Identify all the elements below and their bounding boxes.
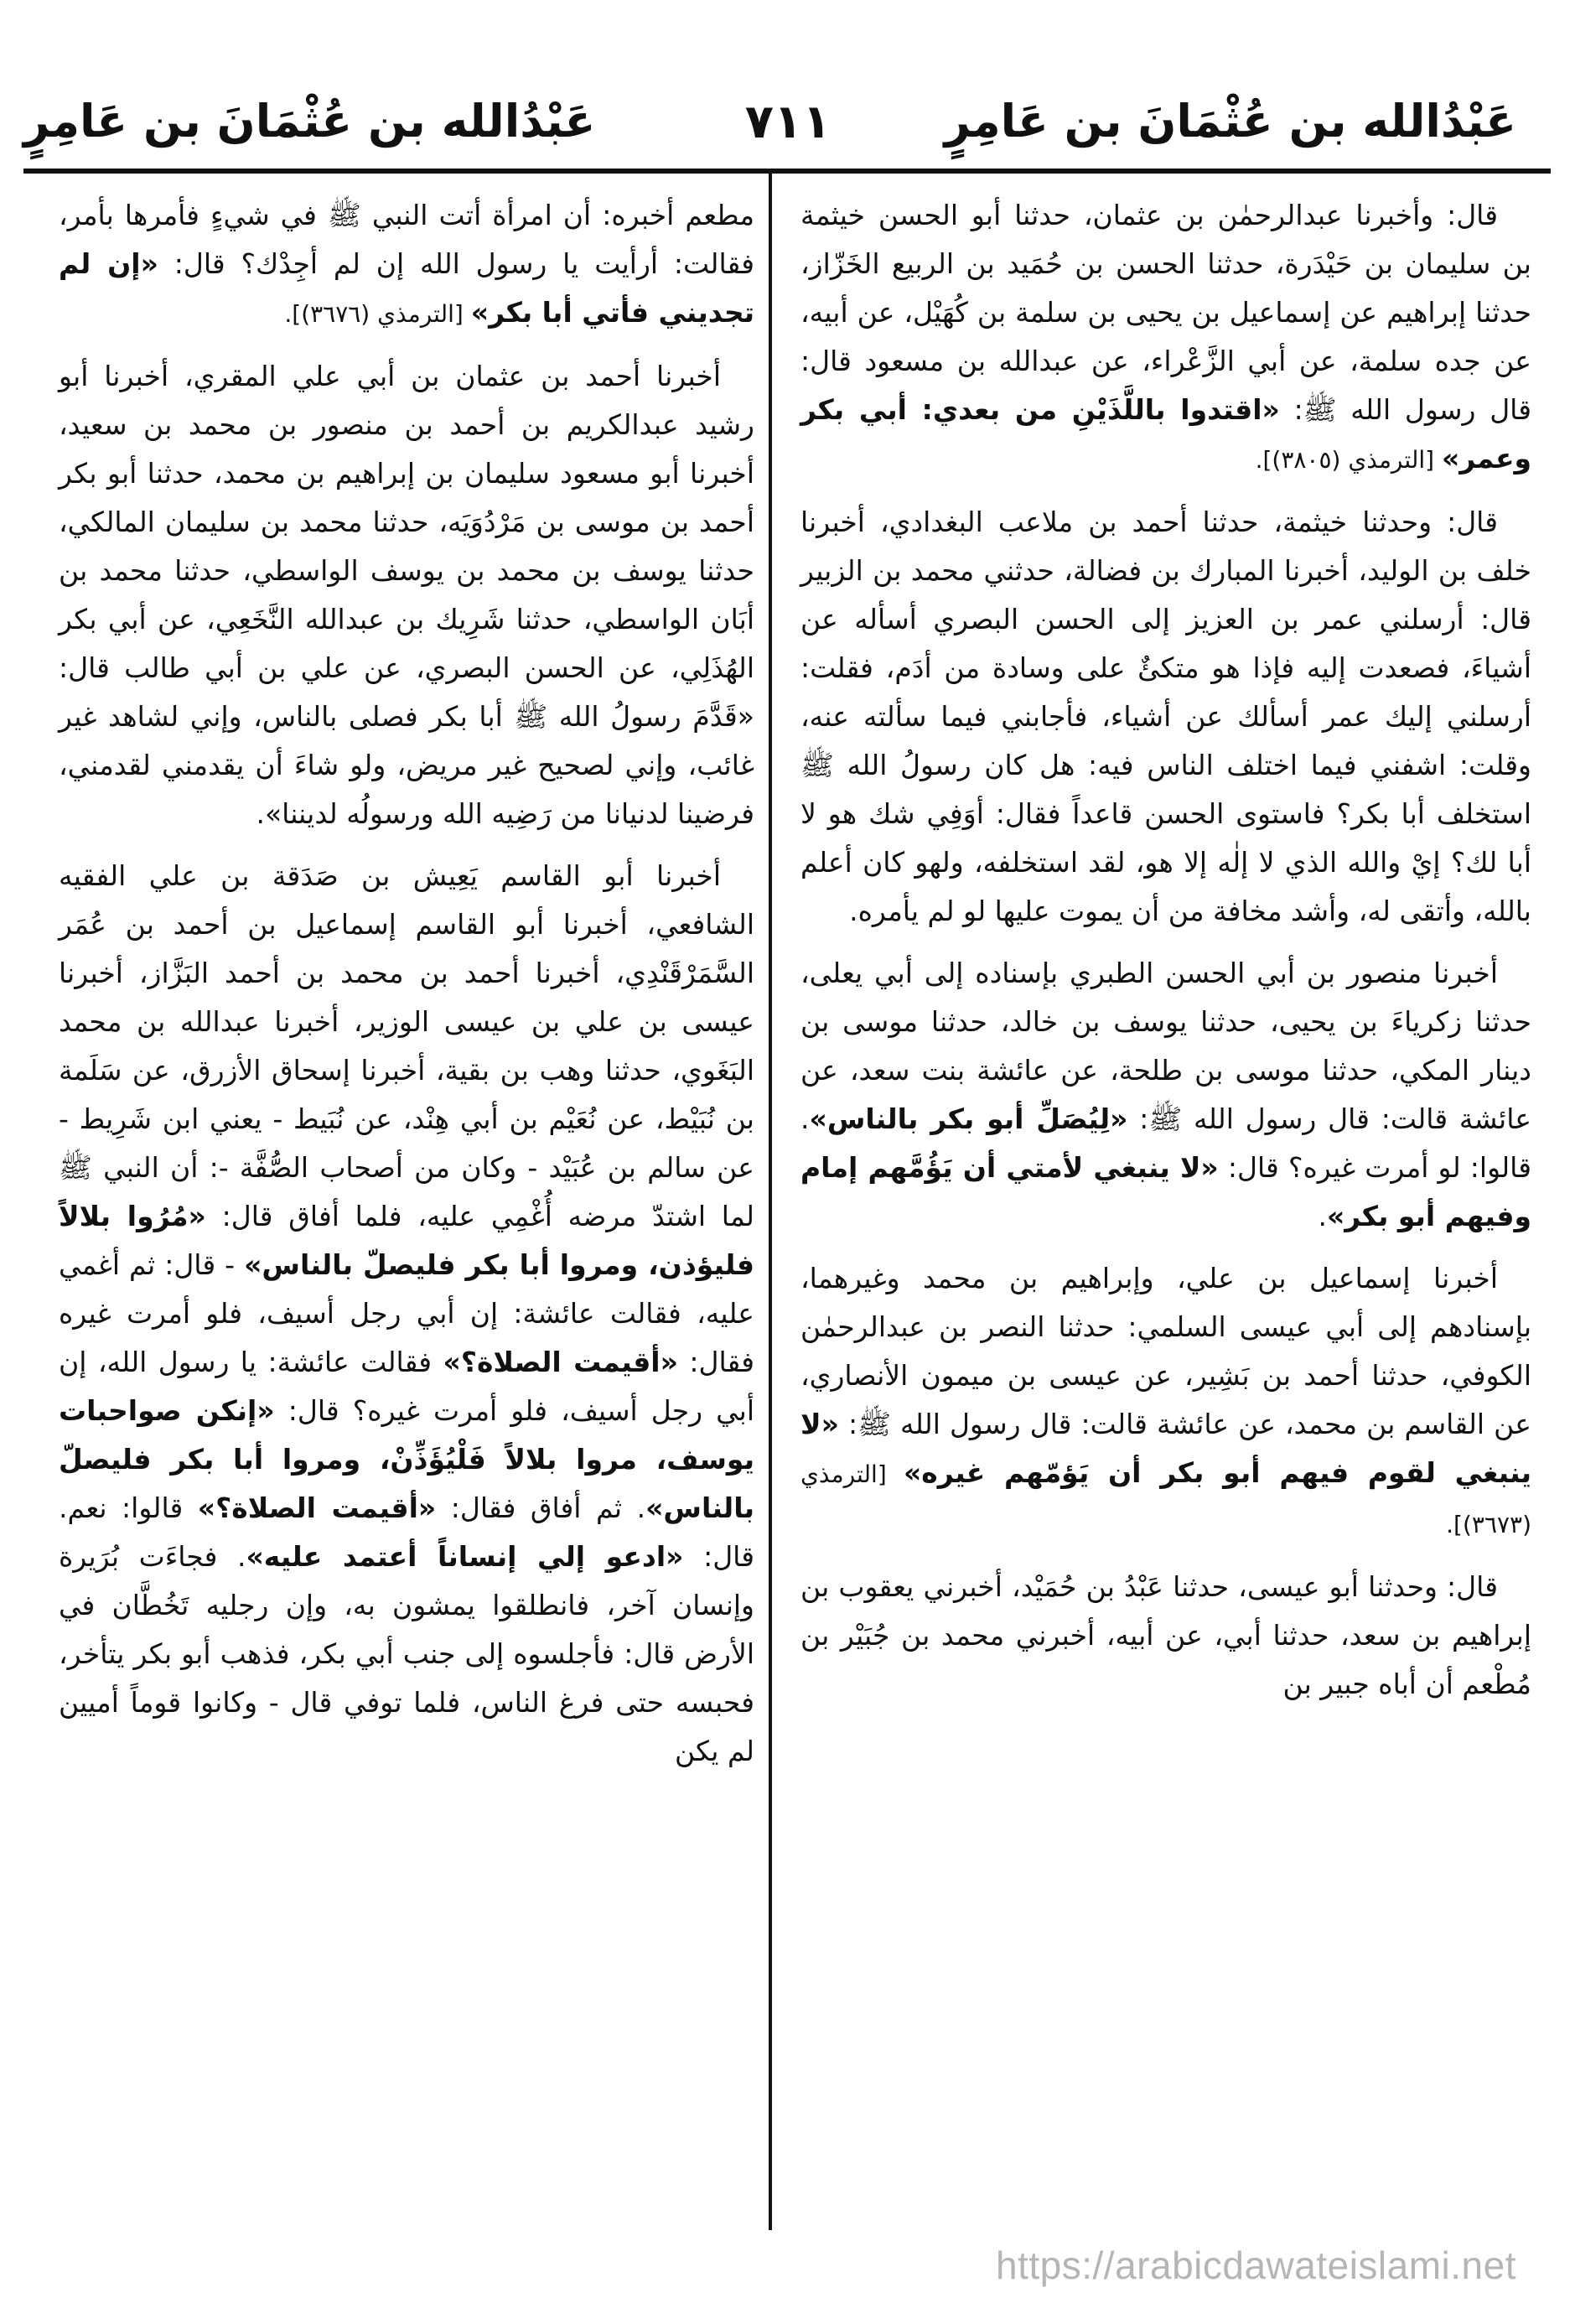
paragraph [59,852,754,1776]
text-segment: . ثم أفاق فقال: [436,1491,646,1524]
text-segment: أخبرنا أبو القاسم يَعِيش بن صَدَقة بن علي الفقيه الشافعي، أخبرنا أبو القاسم إسماعيل بن أحمد بن عُمَر السَّمَرْقَنْدِي، أخبرنا أحمد بن محمد بن أحمد البَزَّاز، أخبرنا عيسى بن علي بن عيسى الوزير، أخبرنا عبدالله بن محمد البَغَوي، حدثنا وهب بن بقية، أخبرنا إسحاق الأزرق، عن سَلَمة بن نُبَيْط، عن نُعَيْم بن أبي هِنْد، عن نُبَيط - يعني ابن شَرِيط - عن سالم بن عُبَيْد - وكان من أصحاب الصُّفَّة -: أن النبي ﷺ لما اشتدّ مرضه أُغْمِي عليه، فلما أفاق قال: [59,859,754,1232]
text-segment: . [1318,1200,1327,1232]
text-segment: قال: وحدثنا خيثمة، حدثنا أحمد بن ملاعب البغدادي، أخبرنا خلف بن الوليد، أخبرنا المبارك بن فضالة، حدثني محمد بن الزبير قال: أرسلني عمر بن العزيز إلى الحسن البصري أسأله عن أشياءَ، فصعدت إليه فإذا هو متكئٌ على وسادة من أدَم، فقلت: أرسلني إليك عمر أسألك عن أشياء، فأجابني فيما سألته عنه، وقلت: اشفني فيما اختلف الناس فيه: هل كان رسولُ الله ﷺ استخلف أبا بكر؟ فاستوى الحسن قاعداً فقال: أوَفِي شك هو لا أبا لك؟ إيْ والله الذي لا إلٰه إلا هو، لقد استخلفه، ولهو كان أعلم بالله، وأتقى له، وأشد مخافة من أن يموت عليها لو لم يأمره. [800,506,1531,927]
text-segment: قال: وأخبرنا عبدالرحمٰن بن عثمان، حدثنا أبو الحسن خيثمة بن سليمان بن حَيْدَرة، حدثنا الحسن بن حُمَيد بن الربيع الخَزّاز، حدثنا إبراهيم عن إسماعيل بن يحيى بن سلمة بن كُهَيْل، عن أبيه، عن جده سلمة، عن أبي الزَّعْراء، عن عبدالله بن مسعود قال: قال رسول الله ﷺ: [800,199,1531,426]
hadith-quote: «لِيُصَلِّ أبو بكر بالناس» [809,1102,1128,1135]
hadith-quote: «ادعو إلي إنساناً أعتمد عليه» [246,1540,684,1573]
text-segment: فقالت عائشة: يا رسول الله، إن أبي رجل أسيف، فلو أمرت غيره؟ قال: [59,1346,754,1427]
left-column [59,191,754,1789]
hadith-quote: «لا ينبغي لأمتي أن يَؤُمَّهم إمام وفيهم أبو بكر» [800,1151,1531,1232]
text-segment: - قال: ثم أغمي عليه، فقالت عائشة: إن أبي رجل أسيف، فلو أمرت غيره فقال: [59,1248,754,1378]
citation: [الترمذي (٣٦٧٣)]. [800,1460,1531,1538]
text-segment: قال: وحدثنا أبو عيسى، حدثنا عَبْدُ بن حُمَيْد، أخبرني يعقوب بن إبراهيم بن سعد، حدثنا أبي، عن أبيه، أخبرني محمد بن جُبَيْر بن مُطْعم أن أباه جبير بن [800,1570,1531,1700]
text-segment: . قالوا: لو أمرت غيره؟ قال: [800,1102,1532,1184]
paragraph [800,949,1531,1241]
running-title-right: عَبْدُالله بن عُثْمَانَ بن عَامِرٍ [944,95,1516,148]
paragraph [800,498,1531,936]
running-title-left: عَبْدُالله بن عُثْمَانَ بن عَامِرٍ [23,95,596,148]
hadith-quote: «أقيمت الصلاة؟» [443,1346,678,1378]
hadith-quote: «أقيمت الصلاة؟» [197,1491,437,1524]
hadith-quote: «إنكن صواحبات يوسف، مروا بلالاً فَلْيُؤَذِّنْ، ومروا أبا بكر فليصلّ بالناس» [59,1394,754,1524]
paragraph [800,191,1531,485]
citation: [الترمذي (٣٨٠٥)]. [1255,446,1442,474]
page-number: ٧١١ [744,95,832,149]
text-segment: . فجاءَت بُرَيرة وإنسان آخر، فانطلقوا يمشون به، وإن رجليه تَخُطَّان في الأرض قال: فأجلسوه إلى جنب أبي بكر، فذهب أبو بكر يتأخر، فحبسه حتى فرغ الناس، فلما توفي قال - وكانوا قوماً أميين لم يكن [59,1540,754,1767]
text-segment: أخبرنا منصور بن أبي الحسن الطبري بإسناده إلى أبي يعلى، حدثنا زكرياءَ بن يحيى، حدثنا يوسف بن خالد، حدثنا موسى بن دينار المكي، حدثنا موسى بن طلحة، عن عائشة بنت سعد، عن عائشة قالت: قال رسول الله ﷺ: [800,957,1531,1135]
paragraph [59,191,754,339]
header-rule [23,169,1551,174]
hadith-quote: «مُرُوا بلالاً فليؤذن، ومروا أبا بكر فليصلّ بالناس» [59,1200,754,1281]
text-segment: . [256,797,265,830]
hadith-quote: «إن لم تجديني فأتي أبا بكر» [59,247,754,329]
paragraph [59,352,754,838]
citation: [الترمذي (٣٦٧٦)]. [284,300,471,328]
hadith-quote: «اقتدوا باللَّذَيْنِ من بعدي: أبي بكر وعمر» [800,393,1531,475]
paragraph [800,1254,1531,1549]
text-segment: مطعم أخبره: أن امرأة أتت النبي ﷺ في شيءٍ فأمرها بأمر، فقالت: أرأيت يا رسول الله إن لم أجِدْك؟ قال: [59,199,754,280]
watermark: https://arabicdawateislami.net [996,2244,1516,2287]
right-column [800,191,1531,1722]
text-segment: أخبرنا أحمد بن عثمان بن أبي علي المقري، أخبرنا أبو رشيد عبدالكريم بن أحمد بن منصور بن محمد بن سعيد، أخبرنا أبو مسعود سليمان بن إبراهيم بن محمد، حدثنا أبو بكر أحمد بن موسى بن مَرْدُوَيَه، حدثنا محمد بن سليمان المالكي، حدثنا يوسف بن محمد بن يوسف الواسطي، حدثنا محمد بن أبَان الواسطي، حدثنا شَرِيك بن عبدالله النَّخَعِي، عن أبي بكر الهُذَلِي، عن الحسن البصري، عن علي بن أبي طالب قال: [59,360,754,684]
paragraph [800,1563,1531,1709]
text-segment: أخبرنا إسماعيل بن علي، وإبراهيم بن محمد وغيرهما، بإسنادهم إلى أبي عيسى السلمي: حدثنا النصر بن عبدالرحمٰن الكوفي، حدثنا أحمد بن بَشِير، عن عيسى بن ميمون الأنصاري، عن القاسم بن محمد، عن عائشة قالت: قال رسول الله ﷺ: [800,1262,1531,1440]
hadith-quote: «لا ينبغي لقوم فيهم أبو بكر أن يَؤمّهم غيره» [800,1408,1531,1489]
column-divider [769,172,772,2230]
text-segment: «قَدَّمَ رسولُ الله ﷺ أبا بكر فصلى بالناس، وإني لشاهد غير غائب، وإني لصحيح غير مريض، ولو شاءَ أن يقدمني لقدمني، فرضينا لدنيانا من رَضِيه الله ورسولُه لديننا» [59,700,754,830]
text-segment: قالوا: نعم. قال: [59,1491,754,1573]
page-header [0,0,1575,172]
